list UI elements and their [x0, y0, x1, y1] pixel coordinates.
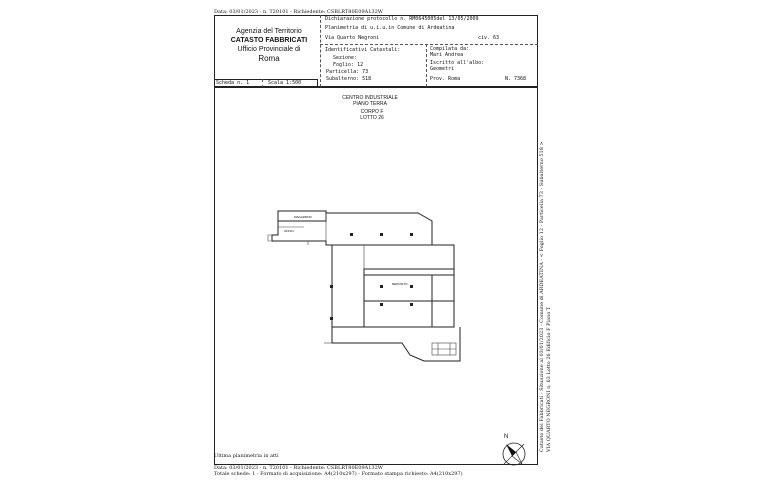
address-text: Via Quarto Negroni	[325, 35, 380, 41]
room-top-label: MAGAZZINO	[294, 215, 312, 219]
top-stamp: Data: 03/01/2023 - n. T20101 - Richiedente: CSBLRT80E09A132W	[214, 9, 383, 15]
sezione: Sezione:	[333, 55, 358, 61]
plan-line4: LOTTO 26	[360, 115, 384, 121]
prov-label: Prov. Roma	[430, 76, 461, 82]
civ-text: civ. 63	[478, 35, 500, 41]
north-arrow-icon	[500, 440, 528, 468]
identifiers-label: Identificativi Catastali:	[325, 47, 401, 53]
scala-text: Scala 1:500	[268, 80, 302, 86]
room-mid-label: DEPOSITO	[392, 282, 408, 286]
subalterno: Subalterno: 518	[326, 76, 372, 82]
footer-line: Totale schede: 1 - Formato di acquisizione: A4(210x297) - Formato stampa richiesto: A4(210x297)	[214, 471, 463, 477]
plan-title	[330, 95, 410, 107]
plan-line1: CENTRO INDUSTRIALE	[342, 95, 398, 101]
office-city: Roma	[258, 54, 280, 63]
particella: Particella: 73	[326, 69, 369, 75]
catasto-title: CATASTO FABBRICATI	[230, 37, 308, 44]
iscritto-label: Iscritto all'albo:	[430, 60, 485, 66]
agency-name: Agenzia del Territorio	[236, 28, 302, 35]
foglio: Foglio: 12	[333, 62, 364, 68]
plan-line2: PIANO TERRA	[353, 101, 387, 107]
compilata-label: Compilata da:	[430, 46, 470, 52]
floor-plan	[264, 205, 464, 375]
iscritto-value: Geometri	[430, 66, 455, 72]
footer-note: Ultima planimetria in atti	[214, 453, 279, 459]
reg-number: N. 7368	[505, 76, 527, 82]
protocol-text: Dichiarazione protocollo n. RM0645005del 13/05/2009	[325, 16, 479, 22]
compilata-name: Mari Andrea	[430, 52, 464, 58]
scheda-text: Scheda n. 1	[216, 80, 250, 86]
side-text-2: VIA QUARTO NEGRONI n. 63 Lotto 26 Edificio F Piano T	[546, 306, 552, 452]
side-text-1: Catasto dei Fabbricati - Situazione al 03/01/2023 - Comune di ARDEATINA - < Foglio 12 - Particella 73 - Subalterno 518 >	[539, 141, 545, 452]
bottom-stamp: Data: 03/01/2023 - n. T20101 - Richiedente: CSBLRT80E09A132W	[214, 465, 383, 471]
north-label: N	[504, 434, 509, 440]
planimetry-text: Planimetria di u.i.u.in Comune di Ardeatina	[325, 25, 455, 31]
office-label: Ufficio Provinciale di	[237, 46, 301, 53]
agency-block	[226, 27, 312, 63]
plan-line3: CORPO F	[360, 109, 384, 115]
plan-subtitle	[342, 109, 402, 121]
room-left-label: UFFICI	[284, 229, 294, 233]
